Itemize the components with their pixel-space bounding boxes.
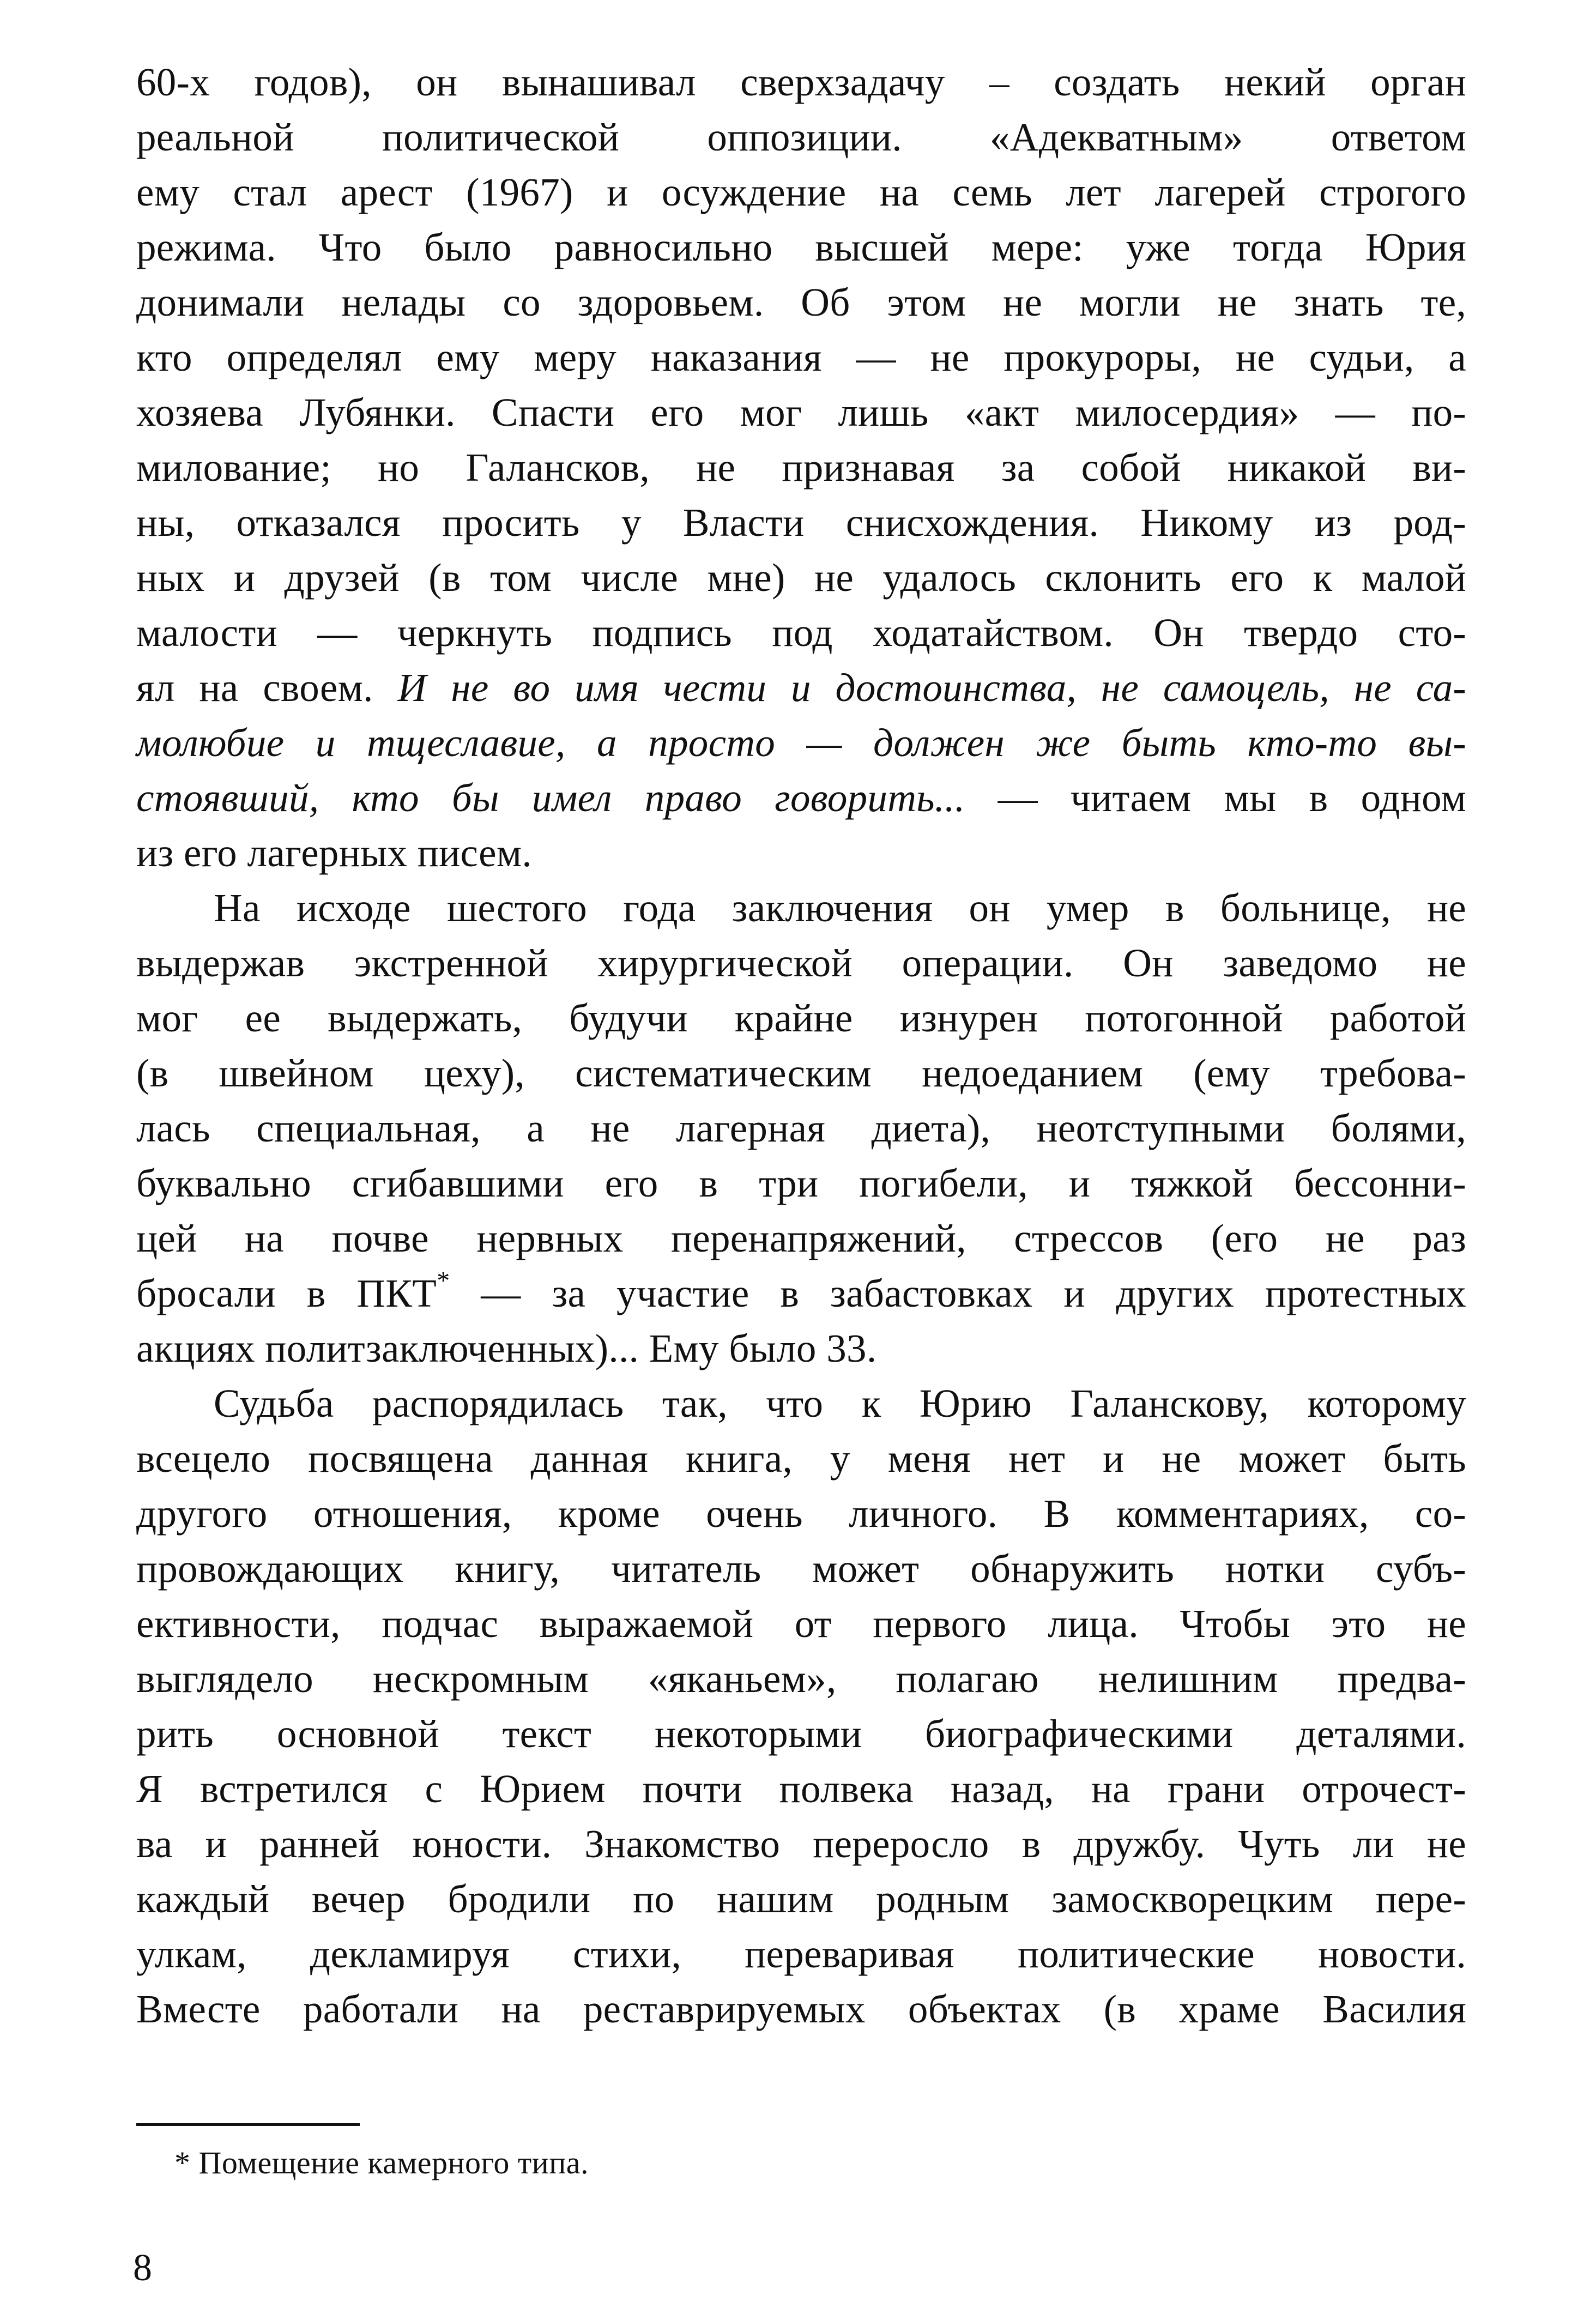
text-line: цей на почве нервных перенапряжений, стрессов (его не раз: [136, 1216, 1466, 1260]
paragraph-2: [136, 880, 1466, 1376]
text-line: милование; но Галансков, не признавая за собой никакой ви-: [136, 445, 1466, 490]
footnote: * Помещение камерного типа.: [174, 2145, 589, 2180]
text-line: режима. Что было равносильно высшей мере: уже тогда Юрия: [136, 225, 1466, 269]
footnote-marker: *: [437, 1266, 450, 1295]
text-line: провождающих книгу, читатель может обнаружить нотки субъ-: [136, 1546, 1466, 1591]
italic-quote: стоявший, кто бы имел право говорить...: [136, 776, 965, 820]
text-line: реальной политической оппозиции. «Адекватным» ответом: [136, 115, 1466, 159]
text-line: акциях политзаключенных)... Ему было 33.: [136, 1326, 877, 1370]
text-line: выдержав экстренной хирургической операции. Он заведомо не: [136, 941, 1466, 985]
text-line: ективности, подчас выражаемой от первого лица. Чтобы это не: [136, 1602, 1466, 1646]
plain-text: ял на своем.: [136, 666, 398, 710]
text-line-with-quote: [136, 770, 1466, 825]
text-line: На исходе шестого года заключения он умер в больнице, не: [214, 886, 1466, 930]
paragraph-1: [136, 55, 1466, 880]
plain-text: — за участие в забастовках и других протестных: [450, 1271, 1466, 1315]
text-line: (в швейном цеху), систематическим недоеданием (ему требова-: [136, 1051, 1466, 1095]
text-line: из его лагерных писем.: [136, 831, 532, 875]
italic-quote-line: молюбие и тщеславие, а просто — должен же быть кто-то вы-: [136, 721, 1466, 765]
text-line: выглядело нескромным «яканьем», полагаю нелишним предва-: [136, 1657, 1466, 1701]
text-line: мог ее выдержать, будучи крайне изнурен потогонной работой: [136, 996, 1466, 1040]
italic-quote: И не во имя чести и достоинства, не самоцель, не са-: [397, 666, 1466, 710]
footnote-divider: [136, 2123, 360, 2126]
text-line-with-quote: [136, 660, 1466, 715]
text-line: Судьба распорядилась так, что к Юрию Галанскову, которому: [214, 1381, 1466, 1425]
text-line: кто определял ему меру наказания — не прокуроры, не судьи, а: [136, 335, 1466, 379]
paragraph-3: [136, 1376, 1466, 2037]
text-line: ных и друзей (в том числе мне) не удалось склонить его к малой: [136, 555, 1466, 600]
text-line: ва и ранней юности. Знакомство переросло в дружбу. Чуть ли не: [136, 1822, 1466, 1866]
text-line: другого отношения, кроме очень личного. В комментариях, со-: [136, 1491, 1466, 1536]
text-line: ему стал арест (1967) и осуждение на семь лет лагерей строгого: [136, 170, 1466, 214]
text-line: Я встретился с Юрием почти полвека назад, на грани отрочест-: [136, 1767, 1466, 1811]
text-line: каждый вечер бродили по нашим родным замоскворецким пере-: [136, 1877, 1466, 1921]
text-line: рить основной текст некоторыми биографическими деталями.: [136, 1712, 1466, 1756]
text-line: улкам, декламируя стихи, переваривая политические новости.: [136, 1932, 1466, 1976]
page-number: 8: [133, 2247, 152, 2289]
text-line-with-footnote-ref: [136, 1266, 1466, 1321]
text-line: хозяева Лубянки. Спасти его мог лишь «акт милосердия» — по-: [136, 390, 1466, 434]
text-line: всецело посвящена данная книга, у меня нет и не может быть: [136, 1436, 1466, 1481]
plain-text: бросали в ПКТ: [136, 1271, 437, 1315]
page-body: [136, 55, 1466, 2037]
text-line: буквально сгибавшими его в три погибели, и тяжкой бессонни-: [136, 1161, 1466, 1205]
text-line: малости — черкнуть подпись под ходатайством. Он твердо сто-: [136, 611, 1466, 655]
text-line: ны, отказался просить у Власти снисхождения. Никому из род-: [136, 500, 1466, 545]
text-line: Вместе работали на реставрируемых объектах (в храме Василия: [136, 1987, 1466, 2031]
text-line: донимали нелады со здоровьем. Об этом не могли не знать те,: [136, 280, 1466, 324]
text-line: 60-х годов), он вынашивал сверхзадачу – создать некий орган: [136, 60, 1466, 104]
text-line: лась специальная, а не лагерная диета), неотступными болями,: [136, 1106, 1466, 1150]
plain-text: — читаем мы в одном: [965, 776, 1466, 820]
